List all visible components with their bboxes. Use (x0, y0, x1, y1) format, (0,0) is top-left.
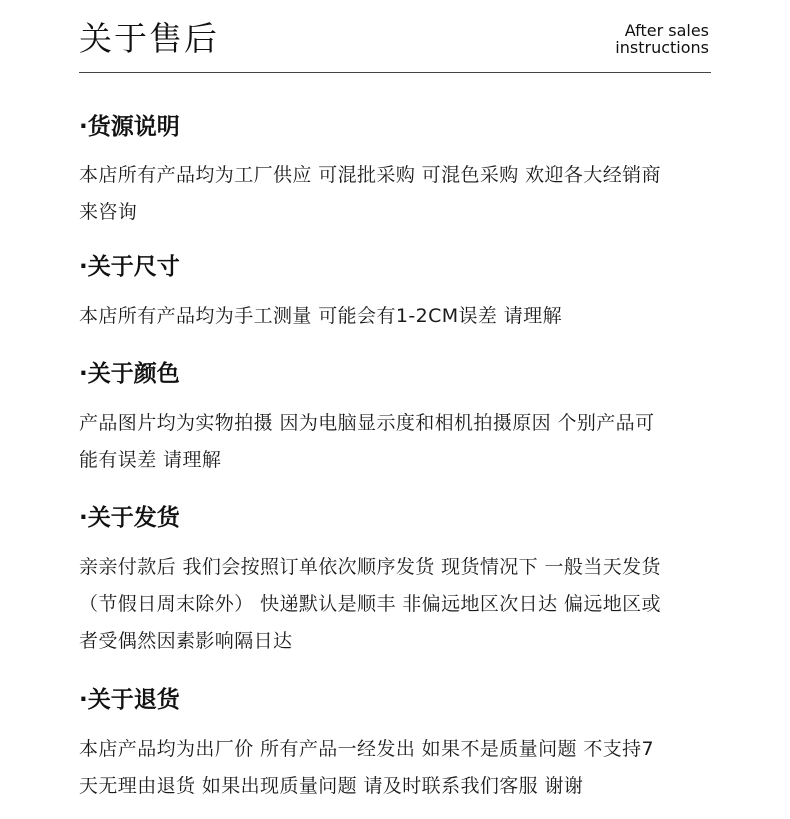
header-divider (79, 72, 711, 73)
section-line: 本店所有产品均为手工测量 可能会有1-2CM误差 请理解 (79, 305, 562, 327)
section-line: 天无理由退货 如果出现质量问题 请及时联系我们客服 谢谢 (79, 775, 584, 797)
section-body-returns (79, 731, 739, 805)
subtitle-line-1: After sales (624, 21, 709, 40)
section-line: 能有误差 请理解 (79, 449, 222, 471)
section-body-shipping (79, 549, 739, 660)
section-line: 者受偶然因素影响隔日达 (79, 630, 293, 652)
subtitle-line-2: instructions (615, 38, 709, 57)
section-line: 本店所有产品均为工厂供应 可混批采购 可混色采购 欢迎各大经销商 (79, 164, 661, 186)
page-title: 关于售后 (79, 19, 219, 58)
section-body-color (79, 405, 739, 479)
section-line: 产品图片均为实物拍摄 因为电脑显示度和相机拍摄原因 个别产品可 (79, 412, 655, 434)
section-line: 本店产品均为出厂价 所有产品一经发出 如果不是质量问题 不支持7 (79, 738, 655, 760)
page-header (79, 18, 711, 72)
section-heading-size: ·关于尺寸 (79, 254, 180, 280)
section-body-size (79, 298, 739, 335)
section-heading-source: ·货源说明 (79, 114, 180, 140)
section-line: 来咨询 (79, 201, 138, 223)
section-body-source (79, 157, 739, 231)
section-line: （节假日周末除外） 快递默认是顺丰 非偏远地区次日达 偏远地区或 (79, 593, 661, 615)
section-heading-color: ·关于颜色 (79, 361, 180, 387)
section-heading-shipping: ·关于发货 (79, 505, 180, 531)
section-heading-returns: ·关于退货 (79, 687, 180, 713)
section-line: 亲亲付款后 我们会按照订单依次顺序发货 现货情况下 一般当天发货 (79, 556, 661, 578)
page-subtitle (615, 22, 709, 56)
